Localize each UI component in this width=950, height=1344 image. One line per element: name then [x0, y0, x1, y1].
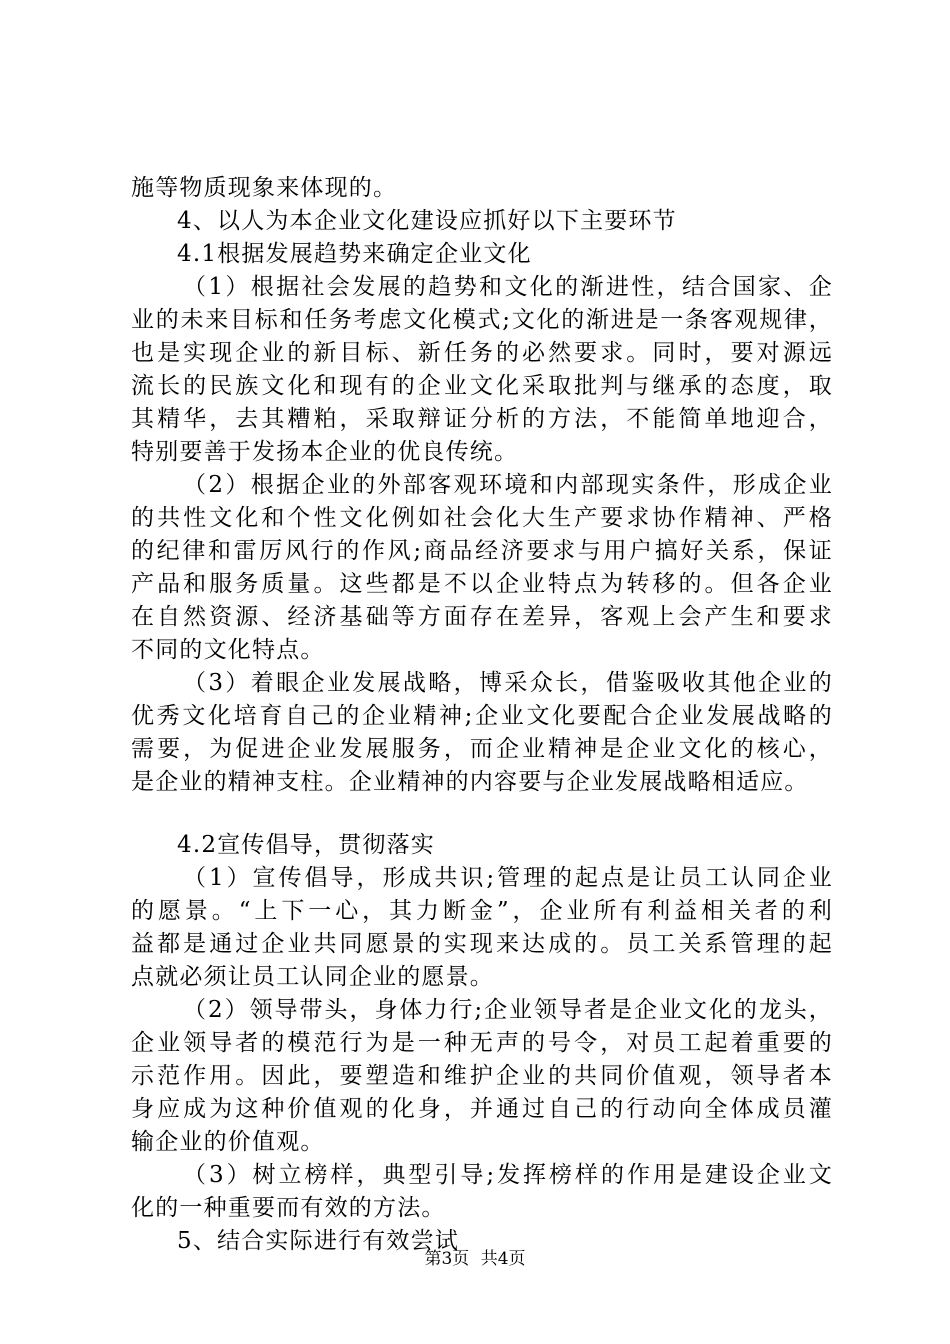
paragraph-line: 的愿景。“上下一心，其力断金”，企业所有利益相关者的利 [131, 898, 833, 924]
paragraph-line: 业的未来目标和任务考虑文化模式;文化的渐进是一条客观规律， [131, 307, 833, 333]
paragraph-line: 示范作用。因此，要塑造和维护企业的共同价值观，领导者本 [131, 1063, 833, 1089]
paragraph-line: 的共性文化和个性文化例如社会化大生产要求协作精神、严格 [131, 505, 833, 531]
section-heading: 4、以人为本企业文化建设应抓好以下主要环节 [177, 208, 677, 234]
paragraph-line: 是企业的精神支柱。企业精神的内容要与企业发展战略相适应。 [131, 769, 809, 795]
paragraph-line: （2）根据企业的外部客观环境和内部现实条件，形成企业 [183, 472, 833, 498]
paragraph-line: （2）领导带头，身体力行;企业领导者是企业文化的龙头， [183, 997, 833, 1023]
paragraph-line: 在自然资源、经济基础等方面存在差异，客观上会产生和要求 [131, 604, 833, 630]
document-body [131, 172, 833, 1258]
paragraph-line: 化的一种重要而有效的方法。 [131, 1195, 446, 1221]
paragraph-line: 企业领导者的模范行为是一种无声的号令，对员工起着重要的 [131, 1030, 833, 1056]
paragraph-line: （1）根据社会发展的趋势和文化的渐进性，结合国家、企 [183, 274, 833, 300]
paragraph-line: 益都是通过企业共同愿景的实现来达成的。员工关系管理的起 [131, 931, 833, 957]
paragraph-line: 产品和服务质量。这些都是不以企业特点为转移的。但各企业 [131, 571, 833, 597]
paragraph-line: 输企业的价值观。 [131, 1129, 325, 1155]
paragraph-line: 的纪律和雷厉风行的作风;商品经济要求与用户搞好关系，保证 [131, 538, 833, 564]
paragraph-line: （3）树立榜样，典型引导;发挥榜样的作用是建设企业文 [183, 1162, 833, 1188]
page-number-footer: 第3页 共4页 [424, 1249, 526, 1269]
subsection-heading: 4.2宣传倡导，贯彻落实 [177, 832, 435, 858]
paragraph-line: （1）宣传倡导，形成共识;管理的起点是让员工认同企业 [183, 865, 833, 891]
paragraph-line: 施等物质现象来体现的。 [131, 175, 398, 201]
paragraph-line: （3）着眼企业发展战略，博采众长，借鉴吸收其他企业的 [183, 670, 833, 696]
paragraph-line: 身应成为这种价值观的化身，并通过自己的行动向全体成员灌 [131, 1096, 833, 1122]
paragraph-line: 流长的民族文化和现有的企业文化采取批判与继承的态度，取 [131, 373, 833, 399]
paragraph-line: 其精华，去其糟粕，采取辩证分析的方法，不能简单地迎合， [131, 406, 833, 432]
paragraph-line: 优秀文化培育自己的企业精神;企业文化要配合企业发展战略的 [131, 703, 833, 729]
section-heading: 5、结合实际进行有效尝试 [177, 1228, 460, 1254]
paragraph-line: 点就必须让员工认同企业的愿景。 [131, 964, 494, 990]
paragraph-line: 不同的文化特点。 [131, 637, 325, 663]
paragraph-line: 特别要善于发扬本企业的优良传统。 [131, 439, 519, 465]
paragraph-line: 也是实现企业的新目标、新任务的必然要求。同时，要对源远 [131, 340, 833, 366]
paragraph-line: 需要，为促进企业发展服务，而企业精神是企业文化的核心， [131, 736, 833, 762]
subsection-heading: 4.1根据发展趋势来确定企业文化 [177, 241, 532, 267]
paragraph-gap [131, 799, 833, 829]
